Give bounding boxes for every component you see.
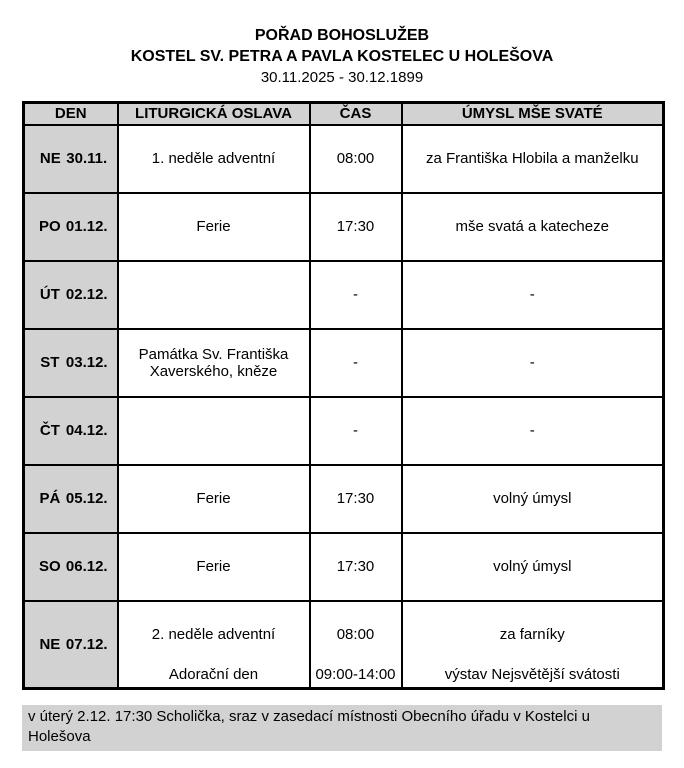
time-cell: 17:30	[310, 533, 402, 601]
day-date: 04.12.	[65, 422, 108, 439]
table-row	[24, 533, 664, 601]
day-abbr: PO	[39, 218, 61, 235]
day-abbr: NE	[39, 150, 61, 167]
time-cell: -	[310, 329, 402, 397]
day-date: 02.12.	[65, 286, 108, 303]
intention-cell: za Františka Hlobila a manželku	[402, 125, 664, 193]
intention-cell: -	[402, 261, 664, 329]
day-cell	[24, 397, 118, 465]
day-date: 01.12.	[65, 218, 108, 235]
day-abbr: ÚT	[39, 286, 60, 303]
day-date: 06.12.	[65, 558, 108, 575]
intention-cell: -	[402, 329, 664, 397]
celebration-cell: 1. neděle adventní	[118, 125, 310, 193]
title-block	[22, 25, 662, 88]
day-cell	[24, 329, 118, 397]
time-cell: -	[310, 261, 402, 329]
footer-note: v úterý 2.12. 17:30 Scholička, sraz v zasedací místnosti Obecního úřadu v Kostelci u Holešova	[22, 705, 662, 751]
table-row	[24, 125, 664, 193]
time-cell: 17:30	[310, 465, 402, 533]
table-row	[24, 261, 664, 329]
celebration-cell	[118, 601, 310, 689]
time-cell: 08:00	[310, 125, 402, 193]
table-row	[24, 397, 664, 465]
table-row	[24, 601, 664, 689]
header-row	[24, 103, 664, 125]
day-abbr: ČT	[39, 422, 60, 439]
day-abbr: NE	[39, 635, 61, 653]
col-header-den: DEN	[24, 103, 118, 125]
celebration-line1: 2. neděle adventní	[151, 625, 276, 643]
celebration-cell: Ferie	[118, 465, 310, 533]
celebration-cell: Ferie	[118, 193, 310, 261]
date-range: 30.11.2025 - 30.12.1899	[260, 69, 424, 86]
col-header-time: ČAS	[310, 103, 402, 125]
day-abbr: PÁ	[39, 490, 61, 507]
day-cell	[24, 601, 118, 689]
day-date: 05.12.	[65, 490, 108, 507]
day-cell	[24, 533, 118, 601]
intention-line2: výstav Nejsvětější svátosti	[444, 666, 620, 684]
intention-cell: mše svatá a katecheze	[402, 193, 664, 261]
day-abbr: SO	[39, 558, 61, 575]
table-row	[24, 465, 664, 533]
time-line2: 09:00-14:00	[315, 666, 396, 684]
day-date: 03.12.	[65, 354, 108, 371]
day-date: 30.11.	[66, 150, 108, 167]
celebration-line2: Adorační den	[168, 666, 259, 684]
table-row	[24, 329, 664, 397]
schedule-table	[22, 101, 665, 690]
intention-cell: volný úmysl	[402, 533, 664, 601]
celebration-cell	[118, 261, 310, 329]
time-cell: 17:30	[310, 193, 402, 261]
intention-cell	[402, 601, 664, 689]
col-header-intention: ÚMYSL MŠE SVATÉ	[402, 103, 664, 125]
celebration-cell: Ferie	[118, 533, 310, 601]
page-title: POŘAD BOHOSLUŽEB	[254, 27, 430, 44]
time-line1: 08:00	[336, 625, 375, 643]
day-cell	[24, 465, 118, 533]
celebration-cell	[118, 397, 310, 465]
day-cell	[24, 261, 118, 329]
col-header-celebration: LITURGICKÁ OSLAVA	[118, 103, 310, 125]
time-cell: -	[310, 397, 402, 465]
time-cell	[310, 601, 402, 689]
day-cell	[24, 193, 118, 261]
intention-cell: volný úmysl	[402, 465, 664, 533]
intention-cell: -	[402, 397, 664, 465]
table-row	[24, 193, 664, 261]
day-date: 07.12.	[65, 635, 108, 653]
intention-line1: za farníky	[499, 625, 565, 643]
celebration-cell: Památka Sv. Františka Xaverského, kněze	[118, 329, 310, 397]
day-abbr: ST	[40, 354, 60, 371]
church-name: KOSTEL SV. PETRA A PAVLA KOSTELEC U HOLEŠOVA	[130, 48, 554, 65]
day-cell	[24, 125, 118, 193]
